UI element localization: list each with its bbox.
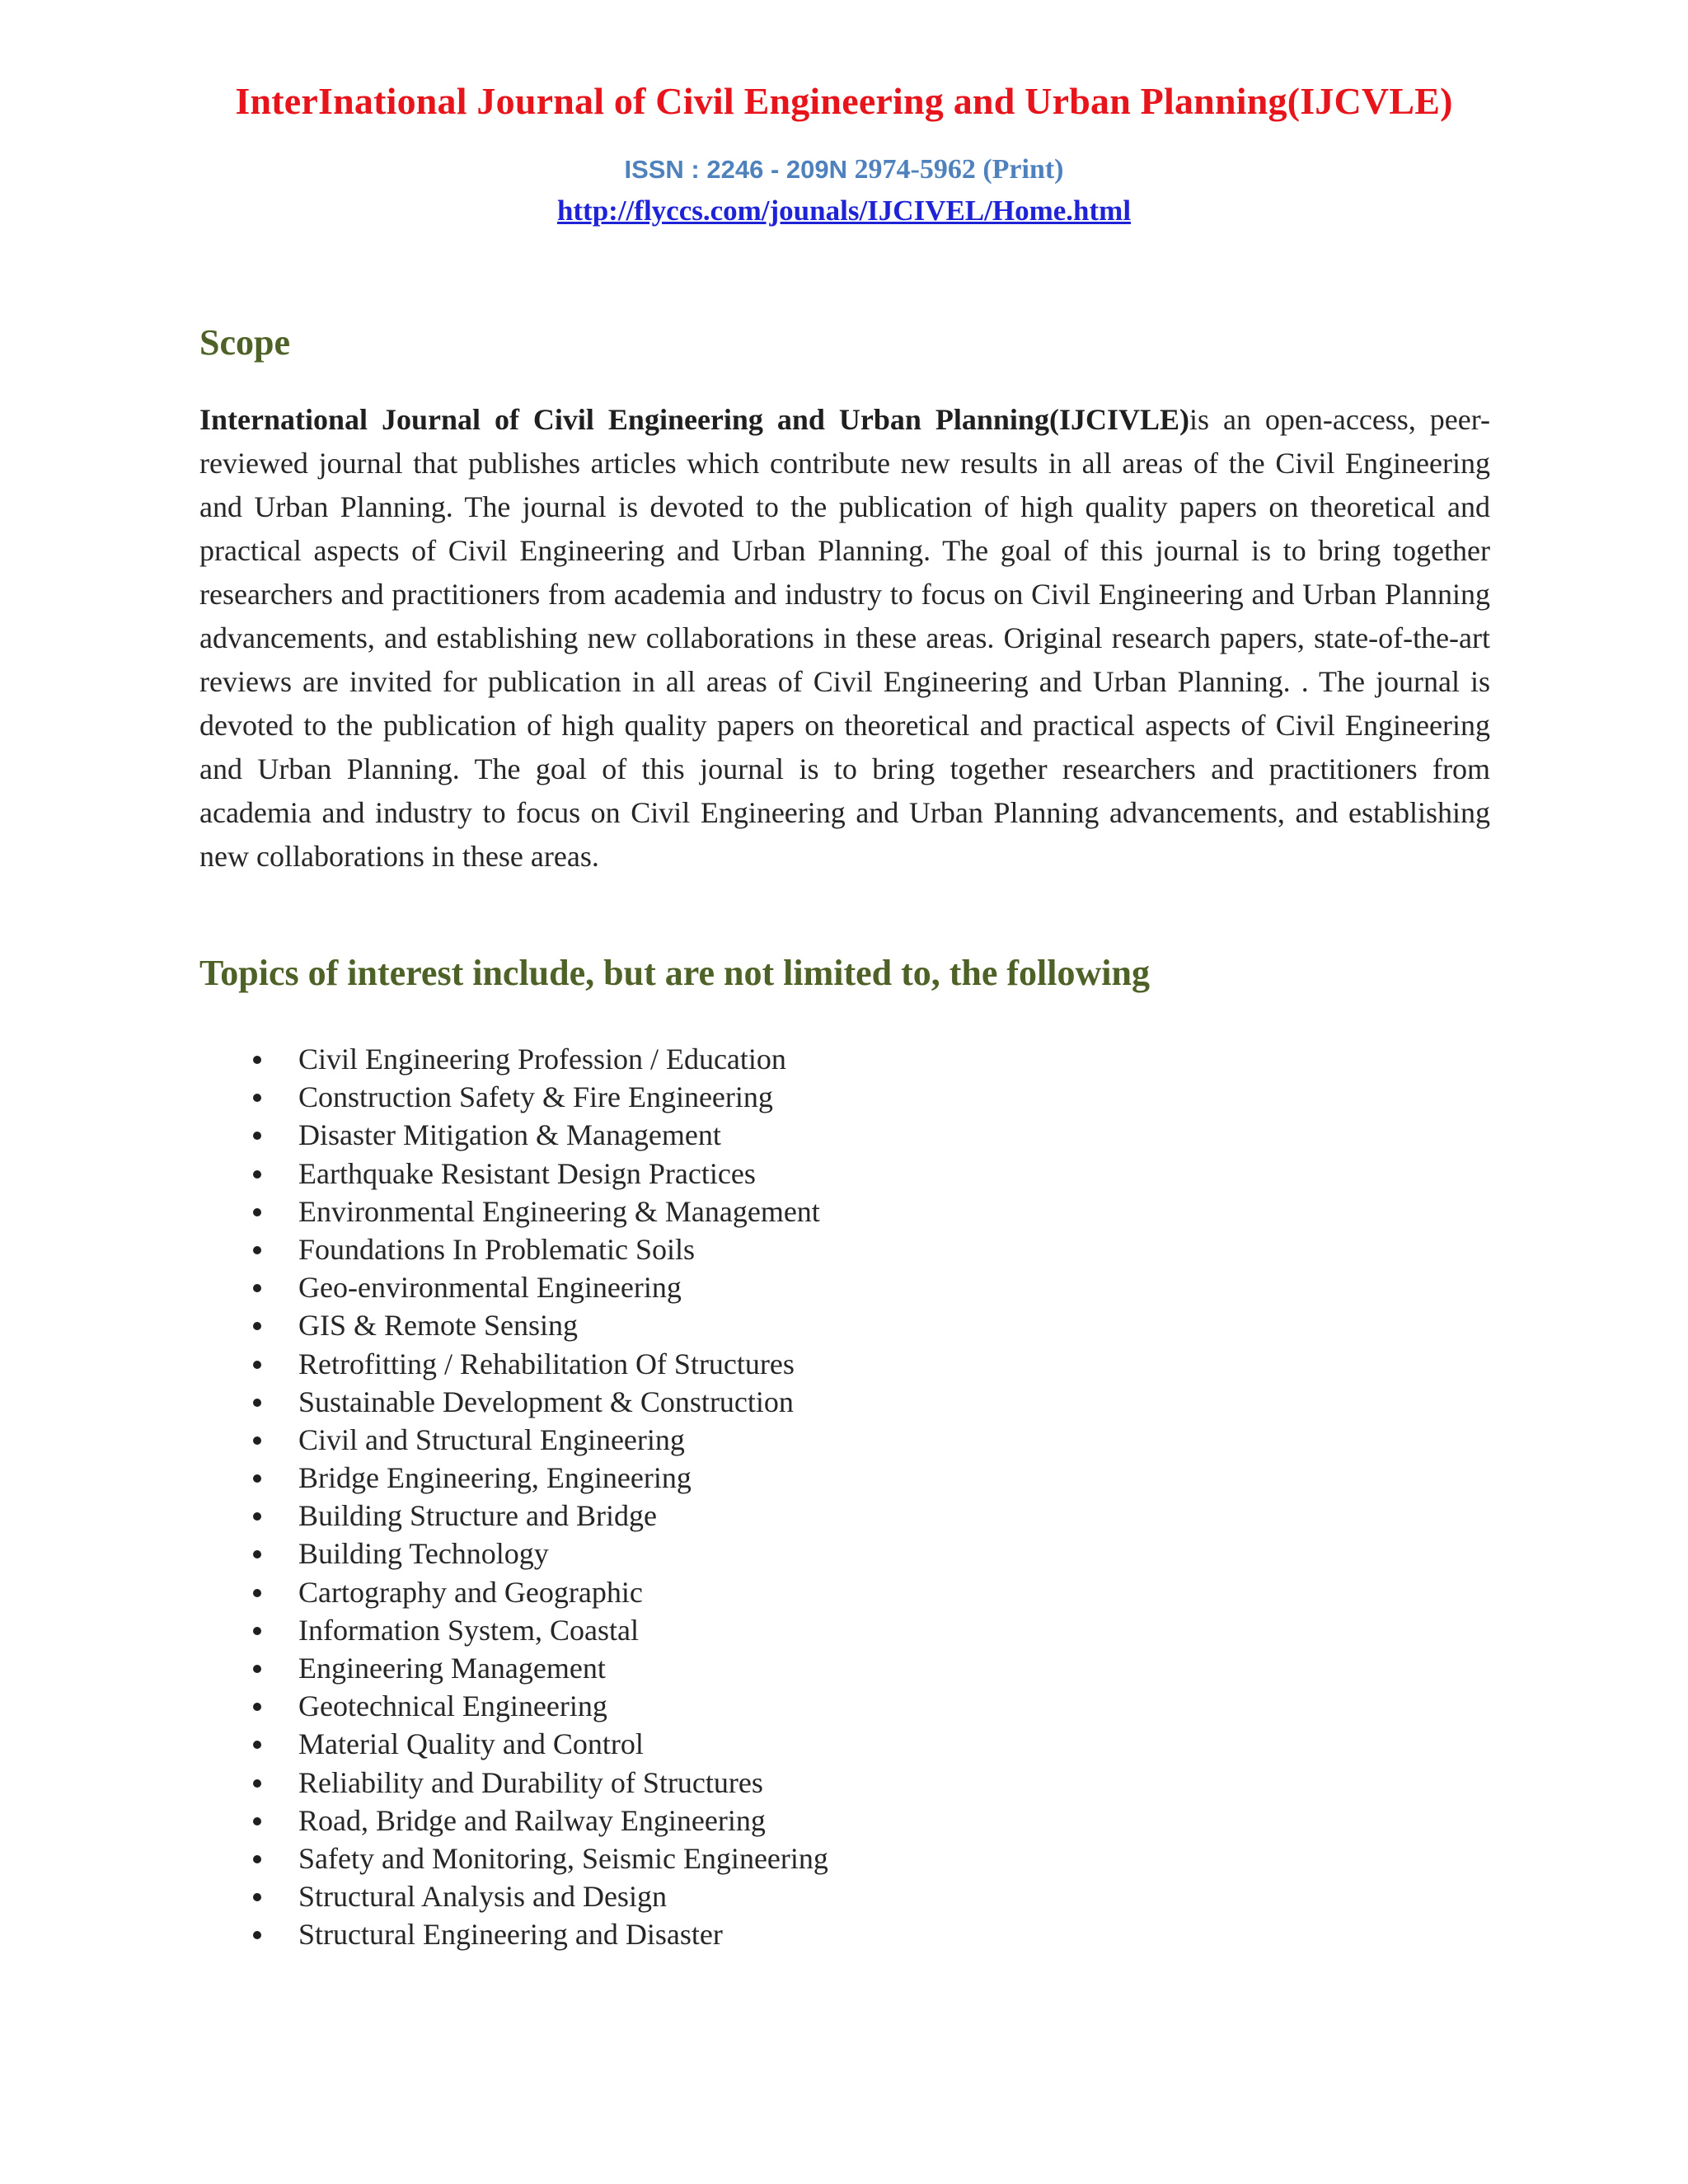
- bullet-icon: [253, 1361, 261, 1369]
- topic-label: Retrofitting / Rehabilitation Of Structures: [298, 1347, 795, 1380]
- topic-label: Safety and Monitoring, Seismic Engineering: [298, 1841, 828, 1875]
- topic-item: [0, 1383, 828, 1421]
- journal-url: [0, 194, 1688, 227]
- topic-label: Geotechnical Engineering: [298, 1690, 607, 1723]
- topic-item: [0, 1497, 828, 1535]
- journal-title: InterInational Journal of Civil Engineering and Urban Planning(IJCVLE): [235, 80, 1453, 122]
- scope-heading: Scope: [199, 322, 290, 363]
- topic-item: [0, 1611, 828, 1649]
- topic-item: [0, 1345, 828, 1383]
- topic-label: Cartography and Geographic: [298, 1575, 643, 1609]
- topics-list: [0, 1040, 828, 1954]
- topic-item: [0, 1877, 828, 1915]
- topic-item: [0, 1040, 828, 1078]
- topic-item: [0, 1687, 828, 1725]
- topic-label: Environmental Engineering & Management: [298, 1194, 820, 1228]
- topic-label: Construction Safety & Fire Engineering: [298, 1080, 773, 1114]
- topic-item: [0, 1155, 828, 1193]
- topic-item: [0, 1802, 828, 1840]
- scope-paragraph: [199, 398, 1490, 879]
- bullet-icon: [253, 1246, 261, 1254]
- bullet-icon: [253, 1589, 261, 1597]
- topic-item: [0, 1116, 828, 1154]
- topic-item: [0, 1421, 828, 1459]
- bullet-icon: [253, 1399, 261, 1407]
- bullet-icon: [253, 1817, 261, 1825]
- topic-item: [0, 1915, 828, 1953]
- bullet-icon: [253, 1132, 261, 1140]
- bullet-icon: [253, 1703, 261, 1711]
- bullet-icon: [253, 1893, 261, 1901]
- topic-label: Foundations In Problematic Soils: [298, 1232, 695, 1266]
- topic-item: [0, 1725, 828, 1763]
- bullet-icon: [253, 1550, 261, 1558]
- topic-label: Building Structure and Bridge: [298, 1499, 657, 1533]
- topic-label: Engineering Management: [298, 1652, 606, 1685]
- bullet-icon: [253, 1931, 261, 1939]
- issn-line: [0, 154, 1688, 185]
- issn-print: 2974-5962 (Print): [854, 154, 1064, 185]
- topic-label: Sustainable Development & Construction: [298, 1385, 794, 1418]
- topic-label: Civil and Structural Engineering: [298, 1422, 685, 1456]
- topic-item: [0, 1764, 828, 1802]
- bullet-icon: [253, 1284, 261, 1292]
- bullet-icon: [253, 1855, 261, 1863]
- bullet-icon: [253, 1170, 261, 1179]
- scope-text: is an open-access, peer-reviewed journal that publishes articles which contribute new results in all areas of the Civil Engineering and Urban Planning. The journal is devoted to the publication of high quality papers on theoretical and practical aspects of Civil Engineering and Urban Planning. The goal of this journal is to bring together researchers and practitioners from academia and industry to focus on Civil Engineering and Urban Planning advancements, and establishing new collaborations in these areas. Original research papers, state-of-the-art reviews are invited for publication in all areas of Civil Engineering and Urban Planning. . The journal is devoted to the publication of high quality papers on theoretical and practical aspects of Civil Engineering and Urban Planning. The goal of this journal is to bring together researchers and practitioners from academia and industry to focus on Civil Engineering and Urban Planning advancements, and establishing new collaborations in these areas.: [199, 403, 1490, 873]
- topic-item: [0, 1078, 828, 1116]
- bullet-icon: [253, 1627, 261, 1635]
- topic-item: [0, 1649, 828, 1687]
- bullet-icon: [253, 1322, 261, 1330]
- topic-label: Structural Analysis and Design: [298, 1880, 667, 1914]
- bullet-icon: [253, 1208, 261, 1216]
- topics-heading: Topics of interest include, but are not limited to, the following: [199, 953, 1150, 993]
- topic-label: Building Technology: [298, 1537, 549, 1571]
- bullet-icon: [253, 1741, 261, 1749]
- topic-item: [0, 1306, 828, 1344]
- topic-item: [0, 1535, 828, 1572]
- bullet-icon: [253, 1056, 261, 1064]
- issn-online: ISSN : 2246 - 209N: [624, 155, 847, 184]
- topic-label: Reliability and Durability of Structures: [298, 1765, 763, 1799]
- topic-label: Earthquake Resistant Design Practices: [298, 1156, 756, 1190]
- topic-item: [0, 1193, 828, 1230]
- bullet-icon: [253, 1474, 261, 1483]
- topic-label: Structural Engineering and Disaster: [298, 1918, 723, 1952]
- bullet-icon: [253, 1094, 261, 1102]
- bullet-icon: [253, 1436, 261, 1445]
- topic-item: [0, 1573, 828, 1611]
- topic-item: [0, 1840, 828, 1877]
- bullet-icon: [253, 1512, 261, 1521]
- topic-item: [0, 1459, 828, 1497]
- topic-label: Geo-environmental Engineering: [298, 1271, 682, 1305]
- topic-item: [0, 1268, 828, 1306]
- topic-label: Information System, Coastal: [298, 1613, 639, 1647]
- scope-journal-name: International Journal of Civil Engineering and Urban Planning(IJCIVLE): [199, 403, 1189, 436]
- topic-label: Civil Engineering Profession / Education: [298, 1043, 786, 1076]
- topic-label: GIS & Remote Sensing: [298, 1309, 578, 1343]
- bullet-icon: [253, 1779, 261, 1788]
- topic-label: Bridge Engineering, Engineering: [298, 1461, 692, 1495]
- topic-label: Disaster Mitigation & Management: [298, 1118, 721, 1152]
- journal-homepage-link[interactable]: http://flyccs.com/jounals/IJCIVEL/Home.html: [556, 194, 1132, 227]
- bullet-icon: [253, 1665, 261, 1673]
- topic-label: Material Quality and Control: [298, 1727, 644, 1761]
- topic-label: Road, Bridge and Railway Engineering: [298, 1803, 766, 1837]
- topic-item: [0, 1230, 828, 1268]
